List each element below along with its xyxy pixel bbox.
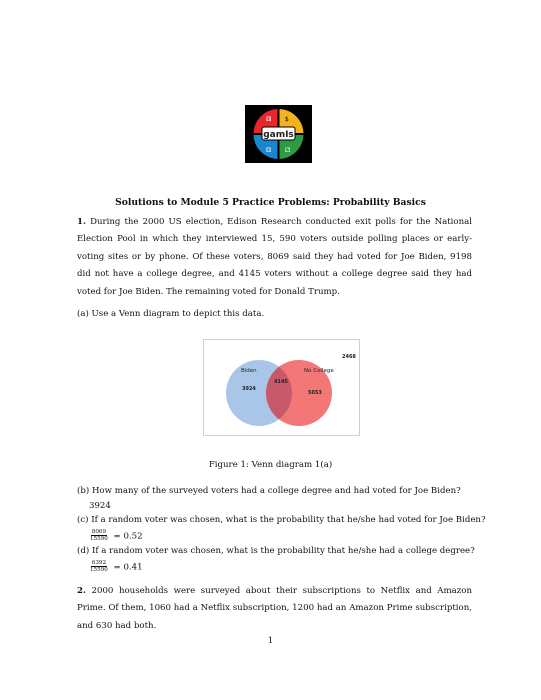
logo-graphic <box>245 105 312 163</box>
problem-2-number: 2. <box>77 586 86 596</box>
problem-1-text: During the 2000 US election, Edison Research conducted exit polls for the National Election Pool in which they interviewed 15, 590 voters outside polling places or early-voting sites or by phone. Of these voters, 8069 said they had voted for Joe Biden, 9198 did not have a college degree, and 4145 voters without a college degree said they had voted for Joe Biden. The remaining voted for Donald Trump. <box>77 217 472 297</box>
problem-1 <box>77 214 472 301</box>
dice-icon-3: ⚁ <box>285 147 291 154</box>
part-d-denominator: 15590 <box>90 567 108 574</box>
venn-value-biden-only: 3924 <box>242 386 256 392</box>
dollar-icon: $ <box>285 116 289 123</box>
part-b-question: (b) How many of the surveyed voters had a college degree and had voted for Joe Biden? <box>77 486 461 496</box>
part-d-answer <box>89 560 143 574</box>
dice-icon-2: ⚃ <box>266 147 272 154</box>
part-a-question: (a) Use a Venn diagram to depict this data. <box>77 309 265 319</box>
venn-label-no-college: No College <box>304 368 334 374</box>
problem-1-number: 1. <box>77 217 86 227</box>
dice-icon: ⚅ <box>266 116 272 123</box>
venn-value-outside: 2468 <box>342 354 356 360</box>
page-number: 1 <box>267 636 274 646</box>
part-d-numerator: 6392 <box>91 560 107 566</box>
gamis-logo <box>245 105 312 163</box>
part-d-result: = 0.41 <box>113 562 143 573</box>
part-b-answer: 3924 <box>89 501 111 511</box>
venn-svg <box>204 340 359 435</box>
venn-diagram <box>203 339 360 436</box>
part-c-answer <box>89 529 143 543</box>
problem-2-text: 2000 households were surveyed about their subscriptions to Netflix and Amazon Prime. Of them, 1060 had a Netflix subscription, 1200 had an Amazon Prime subscription, and 630 had both. <box>77 586 472 631</box>
part-c-result: = 0.52 <box>113 531 143 542</box>
part-d-question: (d) If a random voter was chosen, what is the probability that he/she had a college degree? <box>77 546 475 556</box>
part-c-numerator: 8069 <box>91 529 107 535</box>
venn-label-biden: Biden <box>241 368 257 374</box>
logo-wordmark: gamIs <box>263 129 294 140</box>
page-title: Solutions to Module 5 Practice Problems: Probability Basics <box>115 197 426 208</box>
part-c-question: (c) If a random voter was chosen, what is the probability that he/she had voted for Joe Biden? <box>77 515 486 525</box>
problem-2 <box>77 583 472 635</box>
part-c-denominator: 15590 <box>90 536 108 543</box>
venn-value-overlap: 4145 <box>274 379 288 385</box>
figure-caption: Figure 1: Venn diagram 1(a) <box>208 460 333 470</box>
venn-value-no-college-only: 5053 <box>308 390 322 396</box>
part-c-fraction <box>89 529 109 543</box>
part-d-fraction <box>89 560 109 574</box>
